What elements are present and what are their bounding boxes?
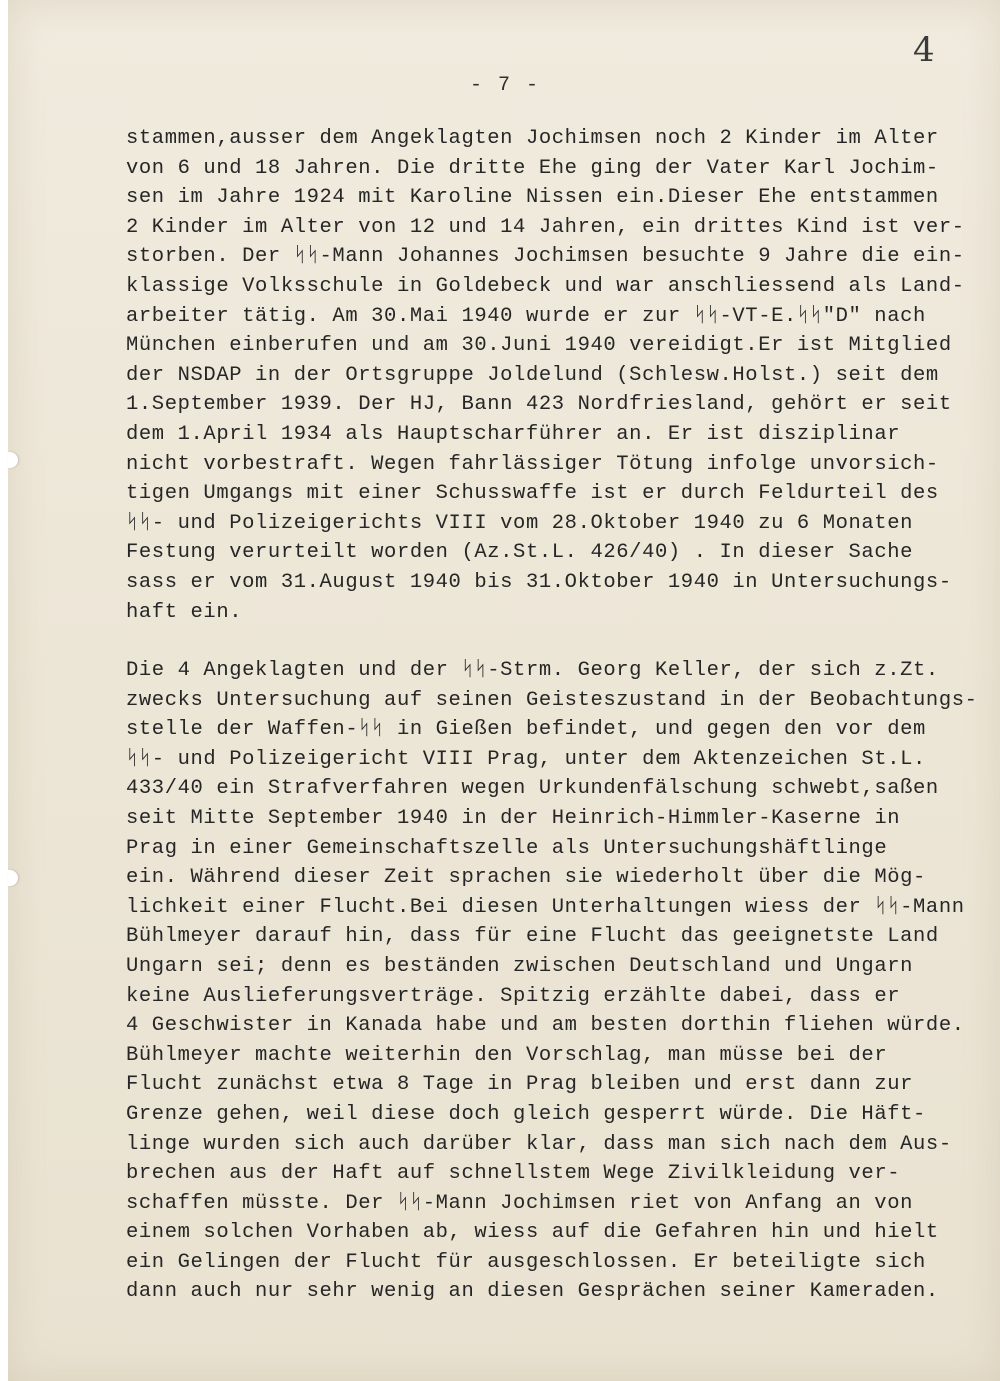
text-line: Flucht zunächst etwa 8 Tage in Prag bleiben und erst dann zur (126, 1073, 914, 1097)
text-line: Bühlmeyer darauf hin, dass für eine Flucht das geeignetste Land (126, 925, 939, 949)
text-line: haft ein. (126, 600, 243, 624)
text-line: einem solchen Vorhaben ab, wiess auf die Gefahren hin und hielt (126, 1221, 939, 1245)
document-page (8, 0, 1000, 1381)
text-line: storben. Der ᛋᛋ-Mann Johannes Jochimsen besuchte 9 Jahre die ein- (126, 245, 965, 269)
text-line: sass er vom 31.August 1940 bis 31.Oktober 1940 in Untersuchungs- (126, 570, 952, 594)
text-line: ein. Während dieser Zeit sprachen sie wiederholt über die Mög- (126, 866, 926, 890)
text-line: München einberufen und am 30.Juni 1940 vereidigt.Er ist Mitglied (126, 334, 952, 358)
text-line: 2 Kinder im Alter von 12 und 14 Jahren, ein drittes Kind ist ver- (126, 215, 965, 239)
text-line: arbeiter tätig. Am 30.Mai 1940 wurde er zur ᛋᛋ-VT-E.ᛋᛋ"D" nach (126, 304, 926, 328)
page-number: - 7 - (470, 74, 541, 97)
text-line: nicht vorbestraft. Wegen fahrlässiger Tötung infolge unvorsich- (126, 452, 939, 476)
punch-hole (8, 870, 18, 886)
text-line: von 6 und 18 Jahren. Die dritte Ehe ging der Vater Karl Jochim- (126, 156, 939, 180)
text-line: Prag in einer Gemeinschaftszelle als Untersuchungshäftlinge (126, 836, 888, 860)
text-line: 433/40 ein Strafverfahren wegen Urkundenfälschung schwebt,saßen (126, 777, 939, 801)
text-line: sen im Jahre 1924 mit Karoline Nissen ein.Dieser Ehe entstammen (126, 186, 939, 210)
paragraph-1 (126, 124, 965, 627)
text-line: ein Gelingen der Flucht für ausgeschlossen. Er beteiligte sich (126, 1250, 926, 1274)
text-line: schaffen müsste. Der ᛋᛋ-Mann Jochimsen riet von Anfang an von (126, 1191, 914, 1215)
text-line: seit Mitte September 1940 in der Heinrich-Himmler-Kaserne in (126, 806, 901, 830)
text-line: 4 Geschwister in Kanada habe und am besten dorthin fliehen würde. (126, 1014, 965, 1038)
paragraph-2 (126, 656, 978, 1307)
text-line: brechen aus der Haft auf schnellstem Wege Zivilkleidung ver- (126, 1162, 901, 1186)
punch-hole (8, 452, 18, 468)
text-line: stammen,ausser dem Angeklagten Jochimsen noch 2 Kinder im Alter (126, 127, 939, 150)
text-line: der NSDAP in der Ortsgruppe Joldelund (Schlesw.Holst.) seit dem (126, 363, 939, 387)
text-line: stelle der Waffen-ᛋᛋ in Gießen befindet, und gegen den vor dem (126, 718, 926, 742)
text-line: Ungarn sei; denn es beständen zwischen Deutschland und Ungarn (126, 954, 914, 978)
text-line: linge wurden sich auch darüber klar, dass man sich nach dem Aus- (126, 1132, 952, 1156)
text-line: klassige Volksschule in Goldebeck und war anschliessend als Land- (126, 274, 965, 298)
text-line: dann auch nur sehr wenig an diesen Gesprächen seiner Kameraden. (126, 1280, 939, 1304)
text-line: ᛋᛋ- und Polizeigerichts VIII vom 28.Oktober 1940 zu 6 Monaten (126, 511, 914, 535)
text-line: ᛋᛋ- und Polizeigericht VIII Prag, unter dem Aktenzeichen St.L. (126, 747, 926, 771)
text-line: lichkeit einer Flucht.Bei diesen Unterhaltungen wiess der ᛋᛋ-Mann (126, 895, 965, 919)
text-line: Grenze gehen, weil diese doch gleich gesperrt würde. Die Häft- (126, 1102, 926, 1126)
text-line: Bühlmeyer machte weiterhin den Vorschlag, man müsse bei der (126, 1043, 888, 1067)
text-line: Festung verurteilt worden (Az.St.L. 426/40) . In dieser Sache (126, 541, 914, 565)
text-line: 1.September 1939. Der HJ, Bann 423 Nordfriesland, gehört er seit (126, 393, 952, 417)
text-line: zwecks Untersuchung auf seinen Geisteszustand in der Beobachtungs- (126, 688, 978, 712)
folio-number: 4 (913, 30, 935, 70)
text-line: keine Auslieferungsverträge. Spitzig erzählte dabei, dass er (126, 984, 901, 1008)
text-line: dem 1.April 1934 als Hauptscharführer an. Er ist disziplinar (126, 422, 901, 446)
text-line: tigen Umgangs mit einer Schusswaffe ist er durch Feldurteil des (126, 482, 939, 506)
text-line: Die 4 Angeklagten und der ᛋᛋ-Strm. Georg Keller, der sich z.Zt. (126, 659, 939, 682)
